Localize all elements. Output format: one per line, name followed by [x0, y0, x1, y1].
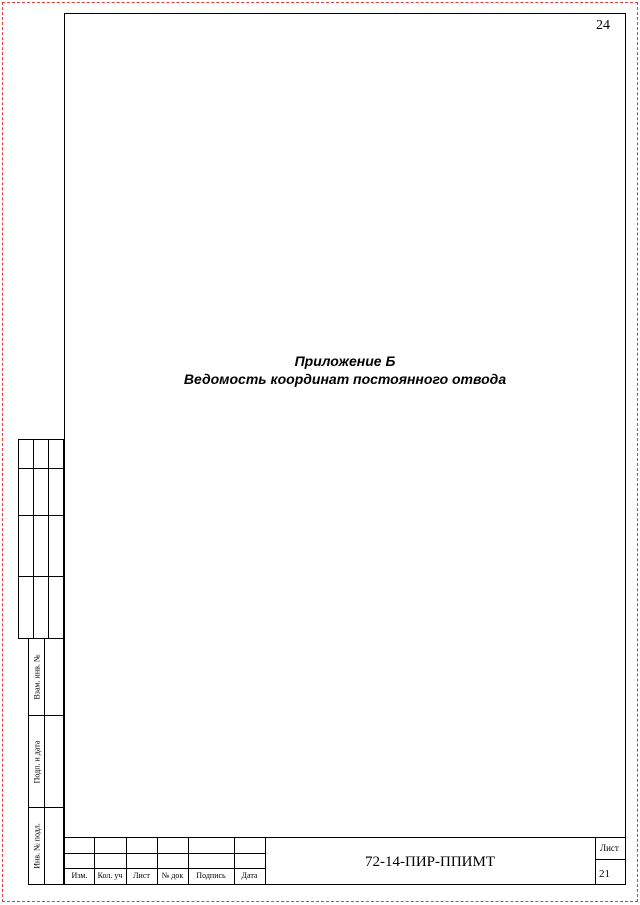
appendix-subtitle: Ведомость координат постоянного отвода — [183, 371, 507, 387]
appendix-heading — [64, 352, 626, 388]
inv-podl-value-cell — [44, 807, 64, 885]
vzam-inv-label-cell — [28, 638, 45, 716]
strip-cell — [33, 439, 49, 469]
col-list: Лист — [133, 871, 150, 880]
strip-cell — [33, 576, 49, 639]
sheet-label: Лист — [600, 843, 619, 853]
col-kol-uch: Кол. уч — [97, 871, 123, 880]
strip-cell — [48, 515, 64, 577]
strip-cell — [18, 576, 34, 639]
podp-data-label-cell — [28, 715, 45, 808]
vzam-inv-label: Взам. инв. № — [32, 654, 41, 700]
strip-cell — [33, 515, 49, 577]
sheet-divider — [595, 859, 626, 860]
strip-cell — [48, 576, 64, 639]
strip-cell — [18, 468, 34, 516]
strip-cell — [18, 439, 34, 469]
strip-cell — [33, 468, 49, 516]
col-podpis: Подпись — [196, 871, 226, 880]
revision-row-line — [65, 868, 265, 869]
strip-cell — [48, 439, 64, 469]
podp-data-label: Подп. и дата — [32, 740, 41, 783]
drawing-frame — [64, 13, 626, 885]
col-data: Дата — [241, 871, 258, 880]
sheet-column-line — [595, 838, 596, 885]
strip-cell — [48, 468, 64, 516]
col-n-dok: № док — [161, 871, 184, 880]
sheet-number: 21 — [599, 868, 610, 880]
side-strip-upper-grid — [18, 439, 64, 639]
title-block — [64, 837, 626, 885]
revision-row-line — [65, 853, 265, 854]
podp-data-value-cell — [44, 715, 64, 808]
appendix-title: Приложение Б — [294, 353, 396, 369]
inv-podl-label: Инв. № подл. — [32, 823, 41, 869]
strip-cell — [18, 515, 34, 577]
page-number: 24 — [596, 18, 610, 33]
inv-podl-label-cell — [28, 807, 45, 885]
vzam-inv-value-cell — [44, 638, 64, 716]
document-code: 72-14-ПИР-ППИМТ — [365, 854, 495, 870]
col-izm: Изм. — [71, 871, 88, 880]
